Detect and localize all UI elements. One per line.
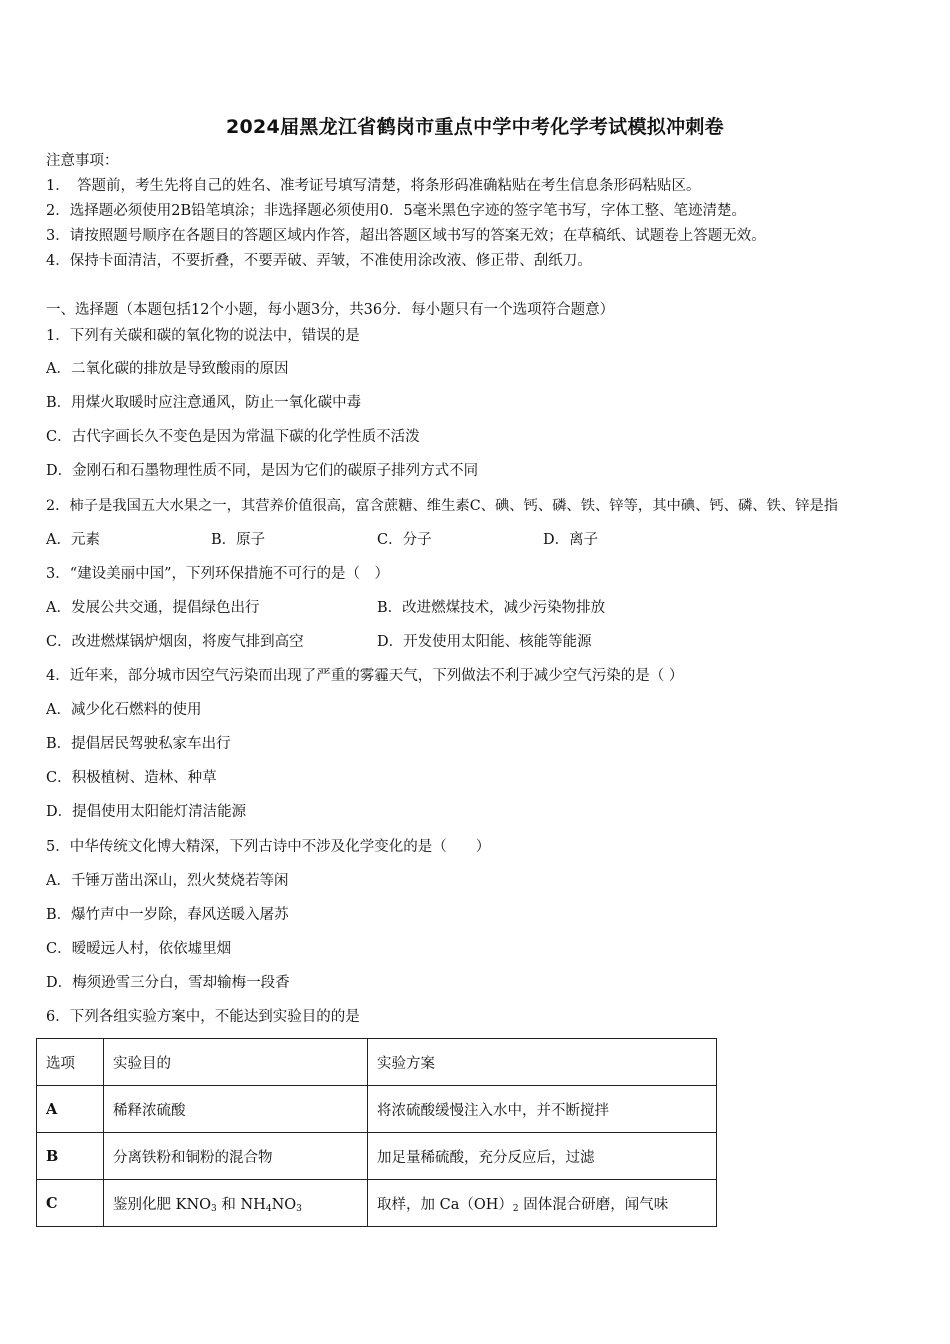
q3-option-b: B．改进燃煤技术，减少污染物排放 xyxy=(377,600,606,616)
q2-option-d: D．离子 xyxy=(543,532,599,548)
row-plan: 加足量稀硫酸，充分反应后，过滤 xyxy=(368,1133,717,1180)
q1-option-c: C．古代字画长久不变色是因为常温下碳的化学性质不活泼 xyxy=(46,429,420,445)
q4-option-d: D．提倡使用太阳能灯清洁能源 xyxy=(46,804,247,820)
row-option: A xyxy=(37,1086,104,1133)
row-plan xyxy=(368,1180,717,1227)
row-purpose: 分离铁粉和铜粉的混合物 xyxy=(104,1133,368,1180)
q3-stem: 3．“建设美丽中国”，下列环保措施不可行的是（ ） xyxy=(46,566,390,582)
notice-item-2: 2．选择题必须使用2B铅笔填涂；非选择题必须使用0．5毫米黑色字迹的签字笔书写，字体工整、笔迹清楚。 xyxy=(46,203,747,219)
row-purpose xyxy=(104,1180,368,1227)
row-option: B xyxy=(37,1133,104,1180)
table-row xyxy=(37,1180,717,1227)
plan-text: 取样，加 Ca（OH） xyxy=(377,1196,513,1213)
formula-text: 和 NH xyxy=(216,1196,266,1213)
q2-stem: 2．柿子是我国五大水果之一，其营养价值很高，富含蔗糖、维生素C、碘、钙、磷、铁、锌等，其中碘、钙、磷、铁、锌是指 xyxy=(46,498,839,514)
formula-text: NO xyxy=(271,1196,297,1213)
page-title: 2024届黑龙江省鹤岗市重点中学中考化学考试模拟冲刺卷 xyxy=(226,116,724,138)
q3-option-d: D．开发使用太阳能、核能等能源 xyxy=(377,634,592,650)
q5-option-c: C．暧暧远人村，依依墟里烟 xyxy=(46,941,232,957)
q4-option-c: C．积极植树、造林、种草 xyxy=(46,770,217,786)
formula-text: 鉴别化肥 KNO xyxy=(113,1196,212,1213)
q3-option-a: A．发展公共交通，提倡绿色出行 xyxy=(46,600,260,616)
q2-option-c: C．分子 xyxy=(377,532,432,548)
table-row xyxy=(37,1086,717,1133)
q4-option-b: B．提倡居民驾驶私家车出行 xyxy=(46,736,231,752)
header-plan: 实验方案 xyxy=(368,1039,717,1086)
section-heading: 一、选择题（本题包括12个小题，每小题3分，共36分．每小题只有一个选项符合题意） xyxy=(46,302,615,318)
q1-option-d: D．金刚石和石墨物理性质不同，是因为它们的碳原子排列方式不同 xyxy=(46,463,479,479)
q6-stem: 6．下列各组实验方案中，不能达到实验目的的是 xyxy=(46,1009,360,1025)
q6-experiment-table xyxy=(36,1038,717,1227)
q2-option-b: B．原子 xyxy=(211,532,266,548)
q5-option-d: D．梅须逊雪三分白，雪却输梅一段香 xyxy=(46,975,290,991)
row-plan: 将浓硫酸缓慢注入水中，并不断搅拌 xyxy=(368,1086,717,1133)
q2-option-a: A．元素 xyxy=(46,532,100,548)
table-row xyxy=(37,1133,717,1180)
q5-option-b: B．爆竹声中一岁除，春风送暖入屠苏 xyxy=(46,907,289,923)
header-purpose: 实验目的 xyxy=(104,1039,368,1086)
q5-option-a: A．千锤万凿出深山，烈火焚烧若等闲 xyxy=(46,873,289,889)
notice-item-4: 4．保持卡面清洁，不要折叠，不要弄破、弄皱，不准使用涂改液、修正带、刮纸刀。 xyxy=(46,253,592,269)
formula-subscript: 2 xyxy=(512,1203,519,1214)
header-option: 选项 xyxy=(37,1039,104,1086)
q3-option-c: C．改进燃煤锅炉烟囱，将废气排到高空 xyxy=(46,634,304,650)
plan-text: 固体混合研磨，闻气味 xyxy=(518,1196,669,1213)
q5-stem: 5．中华传统文化博大精深，下列古诗中不涉及化学变化的是（ ） xyxy=(46,839,491,855)
row-option: C xyxy=(37,1180,104,1227)
notice-item-3: 3．请按照题号顺序在各题目的答题区域内作答，超出答题区域书写的答案无效；在草稿纸、试题卷上答题无效。 xyxy=(46,228,766,244)
notice-item-1: 1． 答题前，考生先将自己的姓名、准考证号填写清楚，将条形码准确粘贴在考生信息条形码粘贴区。 xyxy=(46,178,701,194)
formula-subscript: 4 xyxy=(265,1203,272,1214)
table-header-row xyxy=(37,1039,717,1086)
q4-option-a: A．减少化石燃料的使用 xyxy=(46,702,202,718)
q4-stem: 4．近年来，部分城市因空气污染而出现了严重的雾霾天气，下列做法不利于减少空气污染的是（ ） xyxy=(46,668,684,684)
formula-subscript: 3 xyxy=(211,1203,217,1214)
q1-stem: 1．下列有关碳和碳的氧化物的说法中，错误的是 xyxy=(46,328,360,344)
q1-option-b: B．用煤火取暖时应注意通风，防止一氧化碳中毒 xyxy=(46,395,362,411)
row-purpose: 稀释浓硫酸 xyxy=(104,1086,368,1133)
notice-heading: 注意事项： xyxy=(46,153,119,169)
formula-subscript: 3 xyxy=(296,1203,302,1214)
q1-option-a: A．二氧化碳的排放是导致酸雨的原因 xyxy=(46,361,289,377)
